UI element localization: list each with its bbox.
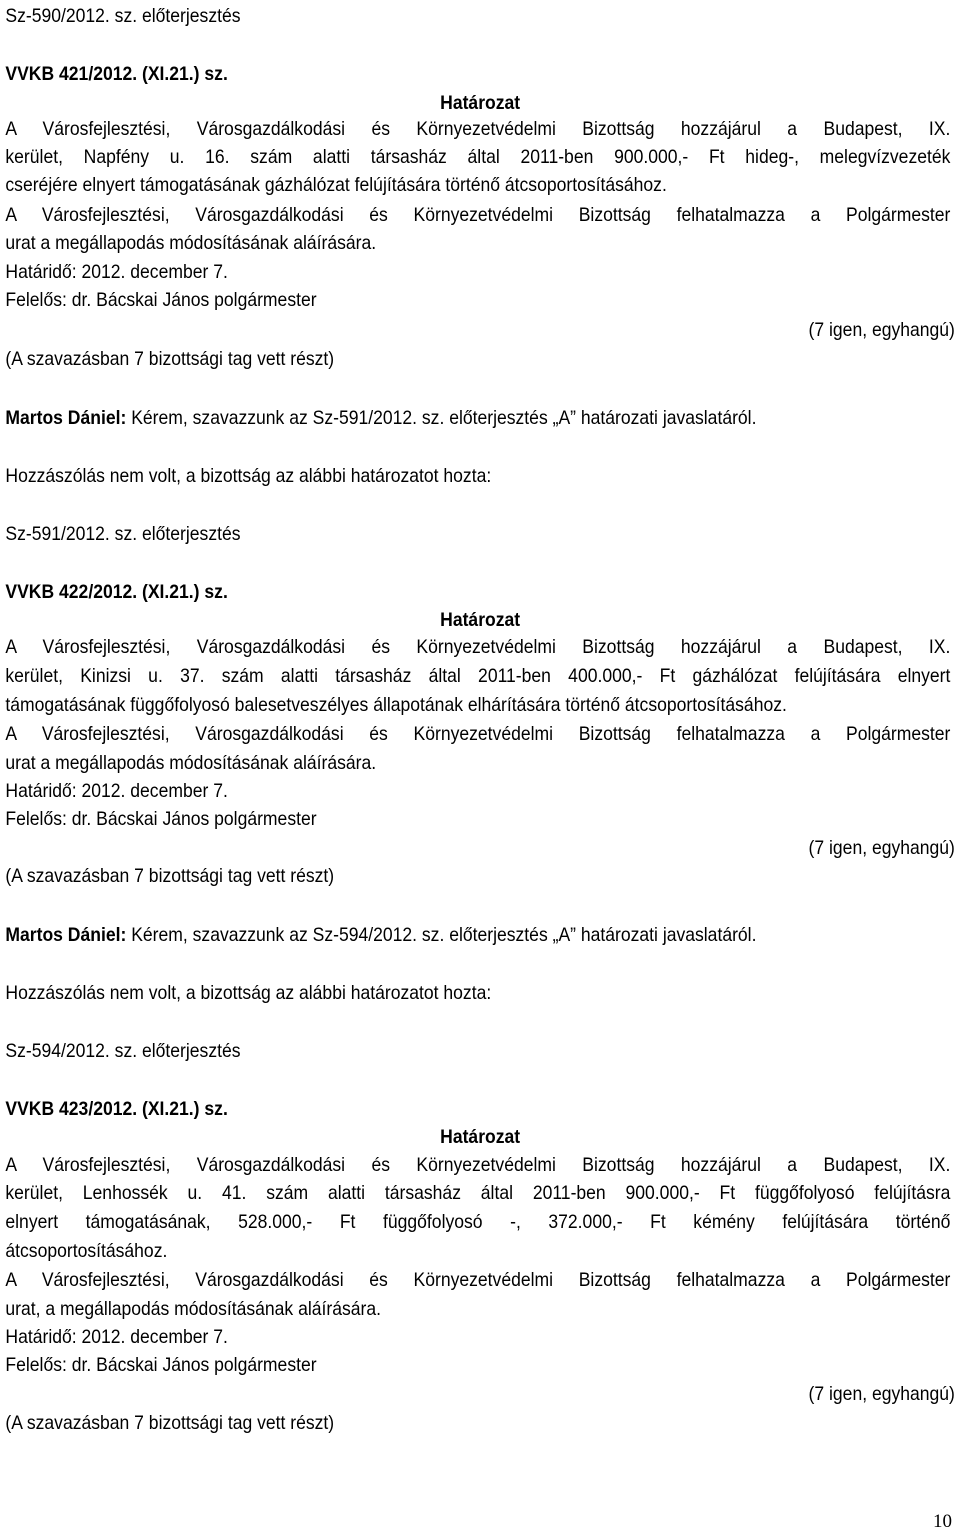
resolution-text-line: kerület, Lenhossék u. 41. szám alatti társasház által 2011-ben 900.000,- Ft függőfolyosó felújításra [5, 1182, 951, 1204]
vote-result: (7 igen, egyhangú) [808, 319, 955, 341]
authorization-text-line: urat, a megállapodás módosításának aláírására. [5, 1298, 381, 1320]
motion-text: Kérem, szavazzunk az Sz-594/2012. sz. előterjesztés „A” határozati javaslatáról. [126, 924, 757, 946]
resolution-heading: Határozat [440, 1126, 521, 1148]
motion-line [5, 406, 756, 430]
resolution-text-line: támogatásának függőfolyosó balesetveszélyes állapotának elhárítására történő átcsoportosításához. [5, 694, 787, 716]
motion-speaker: Martos Dániel: [5, 924, 127, 946]
authorization-text-line: A Városfejlesztési, Városgazdálkodási és Környezetvédelmi Bizottság felhatalmazza a Polgármester [5, 1269, 951, 1291]
resolution-number: VVKB 421/2012. (XI.21.) sz. [5, 63, 228, 85]
page-number: 10 [933, 1511, 952, 1532]
no-comment-statement: Hozzászólás nem volt, a bizottság az alábbi határozatot hozta: [5, 982, 492, 1004]
resolution-text-line: átcsoportosításához. [5, 1240, 168, 1262]
responsible-person: Felelős: dr. Bácskai János polgármester [5, 808, 317, 830]
authorization-text-line: A Városfejlesztési, Városgazdálkodási és Környezetvédelmi Bizottság felhatalmazza a Polgármester [5, 204, 951, 226]
vote-result: (7 igen, egyhangú) [808, 837, 955, 859]
deadline: Határidő: 2012. december 7. [5, 261, 228, 283]
resolution-text-line: kerület, Napfény u. 16. szám alatti társasház által 2011-ben 900.000,- Ft hideg-, melegvízvezeték [5, 146, 951, 168]
resolution-heading: Határozat [440, 92, 521, 114]
proposal-reference: Sz-594/2012. sz. előterjesztés [5, 1040, 241, 1062]
motion-line [5, 923, 756, 947]
deadline: Határidő: 2012. december 7. [5, 1326, 228, 1348]
responsible-person: Felelős: dr. Bácskai János polgármester [5, 1354, 317, 1376]
authorization-text-line: urat a megállapodás módosításának aláírására. [5, 752, 377, 774]
vote-participation: (A szavazásban 7 bizottsági tag vett részt) [5, 865, 335, 887]
vote-participation: (A szavazásban 7 bizottsági tag vett részt) [5, 348, 335, 370]
resolution-heading: Határozat [440, 609, 521, 631]
resolution-number: VVKB 423/2012. (XI.21.) sz. [5, 1098, 228, 1120]
resolution-number: VVKB 422/2012. (XI.21.) sz. [5, 581, 228, 603]
authorization-text-line: urat a megállapodás módosításának aláírására. [5, 232, 377, 254]
vote-result: (7 igen, egyhangú) [808, 1383, 955, 1405]
resolution-text-line: A Városfejlesztési, Városgazdálkodási és Környezetvédelmi Bizottság hozzájárul a Budapest, IX. [5, 118, 951, 140]
resolution-text-line: cseréjére elnyert támogatásának gázhálózat felújítására történő átcsoportosításához. [5, 174, 667, 196]
motion-text: Kérem, szavazzunk az Sz-591/2012. sz. előterjesztés „A” határozati javaslatáról. [126, 407, 757, 429]
resolution-text-line: A Városfejlesztési, Városgazdálkodási és Környezetvédelmi Bizottság hozzájárul a Budapest, IX. [5, 636, 951, 658]
proposal-reference: Sz-590/2012. sz. előterjesztés [5, 5, 241, 27]
no-comment-statement: Hozzászólás nem volt, a bizottság az alábbi határozatot hozta: [5, 465, 492, 487]
authorization-text-line: A Városfejlesztési, Városgazdálkodási és Környezetvédelmi Bizottság felhatalmazza a Polgármester [5, 723, 951, 745]
resolution-text-line: kerület, Kinizsi u. 37. szám alatti társasház által 2011-ben 400.000,- Ft gázhálózat felújítására elnyert [5, 665, 951, 687]
motion-speaker: Martos Dániel: [5, 407, 127, 429]
responsible-person: Felelős: dr. Bácskai János polgármester [5, 289, 317, 311]
resolution-text-line: elnyert támogatásának, 528.000,- Ft függőfolyosó -, 372.000,- Ft kémény felújítására történő [5, 1211, 951, 1233]
deadline: Határidő: 2012. december 7. [5, 780, 228, 802]
proposal-reference: Sz-591/2012. sz. előterjesztés [5, 523, 241, 545]
vote-participation: (A szavazásban 7 bizottsági tag vett részt) [5, 1412, 335, 1434]
resolution-text-line: A Városfejlesztési, Városgazdálkodási és Környezetvédelmi Bizottság hozzájárul a Budapest, IX. [5, 1154, 951, 1176]
